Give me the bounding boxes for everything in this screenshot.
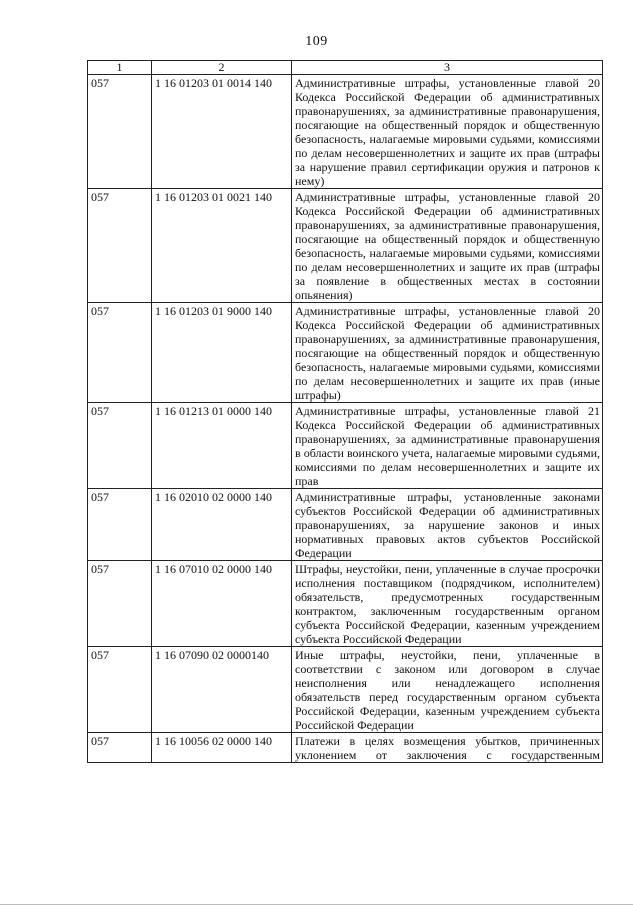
table-row xyxy=(88,403,603,489)
header-row xyxy=(88,61,603,75)
table-header xyxy=(88,61,603,75)
page-number: 109 xyxy=(305,34,328,49)
revenue-code: 1 16 07090 02 0000140 xyxy=(152,647,292,733)
revenue-code: 1 16 07010 02 0000 140 xyxy=(152,561,292,647)
table-row xyxy=(88,303,603,403)
revenue-name: Административные штрафы, установленные главой 21 Кодекса Российской Федерации об административных правонарушениях, за административные правонарушения в области воинского учета, налагаемые мировыми судьями, комиссиями по делам несовершеннолетних и защите их прав xyxy=(292,403,603,489)
table-row xyxy=(88,75,603,189)
revenue-code: 1 16 10056 02 0000 140 xyxy=(152,733,292,763)
administrator-code: 057 xyxy=(88,561,152,647)
revenue-name: Штрафы, неустойки, пени, уплаченные в случае просрочки исполнения поставщиком (подрядчиком, исполнителем) обязательств, предусмотренных государственным контрактом, заключенным государственным органом субъекта Российской Федерации, казенным учреждением субъекта Российской Федерации xyxy=(292,561,603,647)
table-body xyxy=(88,75,603,763)
administrator-code: 057 xyxy=(88,189,152,303)
administrator-code: 057 xyxy=(88,403,152,489)
table-row xyxy=(88,189,603,303)
revenue-code: 1 16 01203 01 9000 140 xyxy=(152,303,292,403)
administrator-code: 057 xyxy=(88,733,152,763)
table-row xyxy=(88,647,603,733)
revenue-code: 1 16 01203 01 0021 140 xyxy=(152,189,292,303)
revenue-name: Административные штрафы, установленные законами субъектов Российской Федерации об административных правонарушениях, за нарушение законов и иных нормативных правовых актов субъектов Российской Федерации xyxy=(292,489,603,561)
revenue-name: Иные штрафы, неустойки, пени, уплаченные в соответствии с законом или договором в случае неисполнения или ненадлежащего исполнения обязательств перед государственным органом субъекта Российской Федерации, казенным учреждением субъекта Российской Федерации xyxy=(292,647,603,733)
administrator-code: 057 xyxy=(88,647,152,733)
column-header-1: 1 xyxy=(88,61,152,75)
revenue-name: Административные штрафы, установленные главой 20 Кодекса Российской Федерации об административных правонарушениях, за административные правонарушения, посягающие на общественный порядок и общественную безопасность, налагаемые мировыми судьями, комиссиями по делам несовершеннолетних и защите их прав (штрафы за появление в общественных местах в состоянии опьянения) xyxy=(292,189,603,303)
revenue-code: 1 16 01213 01 0000 140 xyxy=(152,403,292,489)
administrator-code: 057 xyxy=(88,489,152,561)
revenue-name: Административные штрафы, установленные главой 20 Кодекса Российской Федерации об административных правонарушениях, за административные правонарушения, посягающие на общественный порядок и общественную безопасность, налагаемые мировыми судьями, комиссиями по делам несовершеннолетних и защите их прав (иные штрафы) xyxy=(292,303,603,403)
revenue-code: 1 16 01203 01 0014 140 xyxy=(152,75,292,189)
table-row xyxy=(88,733,603,763)
budget-classification-table xyxy=(87,60,603,763)
revenue-code: 1 16 02010 02 0000 140 xyxy=(152,489,292,561)
administrator-code: 057 xyxy=(88,75,152,189)
column-header-2: 2 xyxy=(152,61,292,75)
column-header-3: 3 xyxy=(292,61,603,75)
table-row xyxy=(88,561,603,647)
revenue-name: Платежи в целях возмещения убытков, причиненных уклонением от заключения с государственным xyxy=(292,733,603,763)
revenue-name: Административные штрафы, установленные главой 20 Кодекса Российской Федерации об административных правонарушениях, за административные правонарушения, посягающие на общественный порядок и общественную безопасность, налагаемые мировыми судьями, комиссиями по делам несовершеннолетних и защите их прав (штрафы за нарушение правил сертификации оружия и патронов к нему) xyxy=(292,75,603,189)
table-row xyxy=(88,489,603,561)
administrator-code: 057 xyxy=(88,303,152,403)
